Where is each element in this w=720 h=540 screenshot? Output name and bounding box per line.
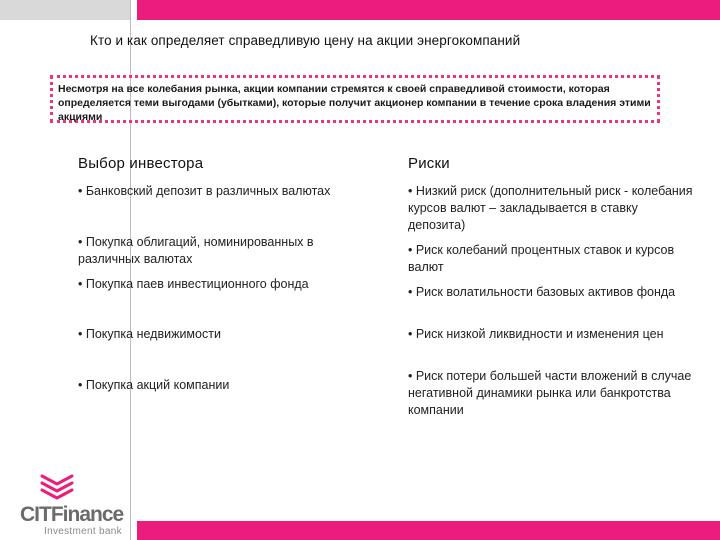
risk-item: • Риск волатильности базовых активов фонда [408,285,676,299]
intro-callout: Несмотря на все колебания рынка, акции компании стремятся к своей справедливой стоимости, которая определяется теми выгодами (убытками), которые получит акционер компании в течение срока владения этими акциями [50,75,660,123]
choice-item: • Банковский депозит в различных валютах [78,184,331,198]
risks-header: Риски [408,155,450,172]
company-logo [20,470,130,540]
choice-item: • Покупка облигаций, номинированных в различных валютах [78,235,314,266]
choice-item: • Покупка недвижимости [78,327,221,341]
logo-subtitle: Investment bank [44,526,122,537]
choice-item: • Покупка акций компании [78,378,230,392]
chevron-logo-icon [38,470,76,500]
risk-item: • Риск колебаний процентных ставок и курсов валют [408,243,675,274]
risk-item: • Риск низкой ликвидности и изменения цен [408,327,664,341]
risk-item: • Риск потери большей части вложений в случае негативной динамики рынка или банкротства компании [408,369,692,417]
slide-title: Кто и как определяет справедливую цену на акции энергокомпаний [90,33,521,48]
investor-choice-header: Выбор инвестора [78,155,204,172]
top-gray-bar [0,0,130,20]
risk-item: • Низкий риск (дополнительный риск - колебания курсов валют – закладывается в ставку депозита) [408,184,693,232]
logo-brand-text: CITFinance [20,503,124,526]
bottom-pink-bar [137,521,720,540]
top-pink-bar [137,0,720,20]
choice-item: • Покупка паев инвестиционного фонда [78,277,309,291]
